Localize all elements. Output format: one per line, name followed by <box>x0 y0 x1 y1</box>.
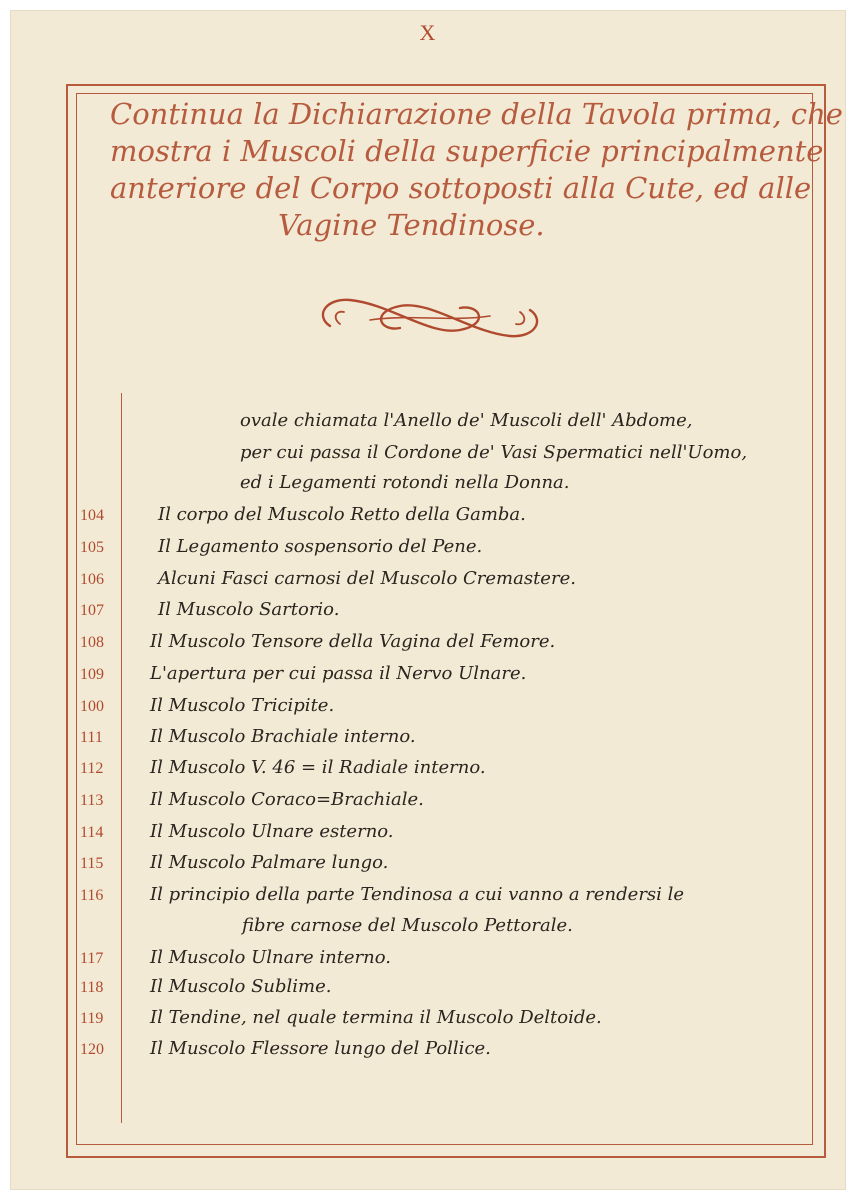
entry-text: Il Muscolo Sublime. <box>150 976 332 997</box>
manuscript-page <box>10 10 846 1190</box>
calligraphic-flourish-icon <box>310 286 550 350</box>
entry-text: Il Tendine, nel quale termina il Muscolo Deltoide. <box>150 1007 602 1028</box>
entry-number: 120 <box>80 1041 104 1058</box>
entry-text: Il Muscolo Coraco=Brachiale. <box>150 789 424 810</box>
heading-line: Continua la Dichiarazione della Tavola prima, che <box>110 97 843 131</box>
entry-text: Il Muscolo Palmare lungo. <box>150 852 389 873</box>
continuation-line: per cui passa il Cordone de' Vasi Spermatici nell'Uomo, <box>240 442 748 463</box>
entry-number: 117 <box>80 950 104 967</box>
entry-number: 104 <box>80 507 104 524</box>
entry-number: 115 <box>80 855 104 872</box>
entry-number: 119 <box>80 1010 104 1027</box>
entry-number: 112 <box>80 760 104 777</box>
entry-number: 105 <box>80 539 104 556</box>
page-heading <box>110 96 843 244</box>
entry-text: Il Muscolo Tricipite. <box>150 695 335 716</box>
entry-text: Il principio della parte Tendinosa a cui vanno a rendersi le <box>150 884 685 905</box>
entry-number: 111 <box>80 729 103 746</box>
entry-text: Alcuni Fasci carnosi del Muscolo Cremastere. <box>158 568 576 589</box>
entry-text: Il corpo del Muscolo Retto della Gamba. <box>158 504 526 525</box>
entry-number: 106 <box>80 571 104 588</box>
entry-text: Il Muscolo V. 46 = il Radiale interno. <box>150 757 486 778</box>
entry-text: Il Muscolo Flessore lungo del Pollice. <box>150 1038 491 1059</box>
entry-number: 109 <box>80 666 104 683</box>
entry-text: Il Muscolo Sartorio. <box>158 599 340 620</box>
heading-line: anteriore del Corpo sottoposti alla Cute, ed alle <box>110 171 812 205</box>
entry-number: 113 <box>80 792 104 809</box>
page-number: X <box>419 20 437 45</box>
entry-number: 100 <box>80 698 104 715</box>
margin-rule <box>121 393 122 1123</box>
entry-text: Il Muscolo Tensore della Vagina del Femore. <box>150 631 556 652</box>
entry-text: Il Muscolo Ulnare esterno. <box>150 821 394 842</box>
continuation-line: ed i Legamenti rotondi nella Donna. <box>240 472 570 493</box>
entry-text: Il Muscolo Ulnare interno. <box>150 947 391 968</box>
entry-number: 114 <box>80 824 104 841</box>
heading-line: Vagine Tendinose. <box>278 208 545 242</box>
entry-number: 107 <box>80 602 104 619</box>
heading-line: mostra i Muscoli della superficie principalmente <box>110 134 824 168</box>
entry-text: L'apertura per cui passa il Nervo Ulnare. <box>150 663 527 684</box>
entry-number: 118 <box>80 979 104 996</box>
entry-number: 116 <box>80 887 104 904</box>
entry-text: Il Muscolo Brachiale interno. <box>150 726 416 747</box>
continuation-line: ovale chiamata l'Anello de' Muscoli dell' Abdome, <box>240 410 693 431</box>
entry-text: Il Legamento sospensorio del Pene. <box>158 536 483 557</box>
entry-number: 108 <box>80 634 104 651</box>
entry-text-continuation: fibre carnose del Muscolo Pettorale. <box>242 915 573 936</box>
